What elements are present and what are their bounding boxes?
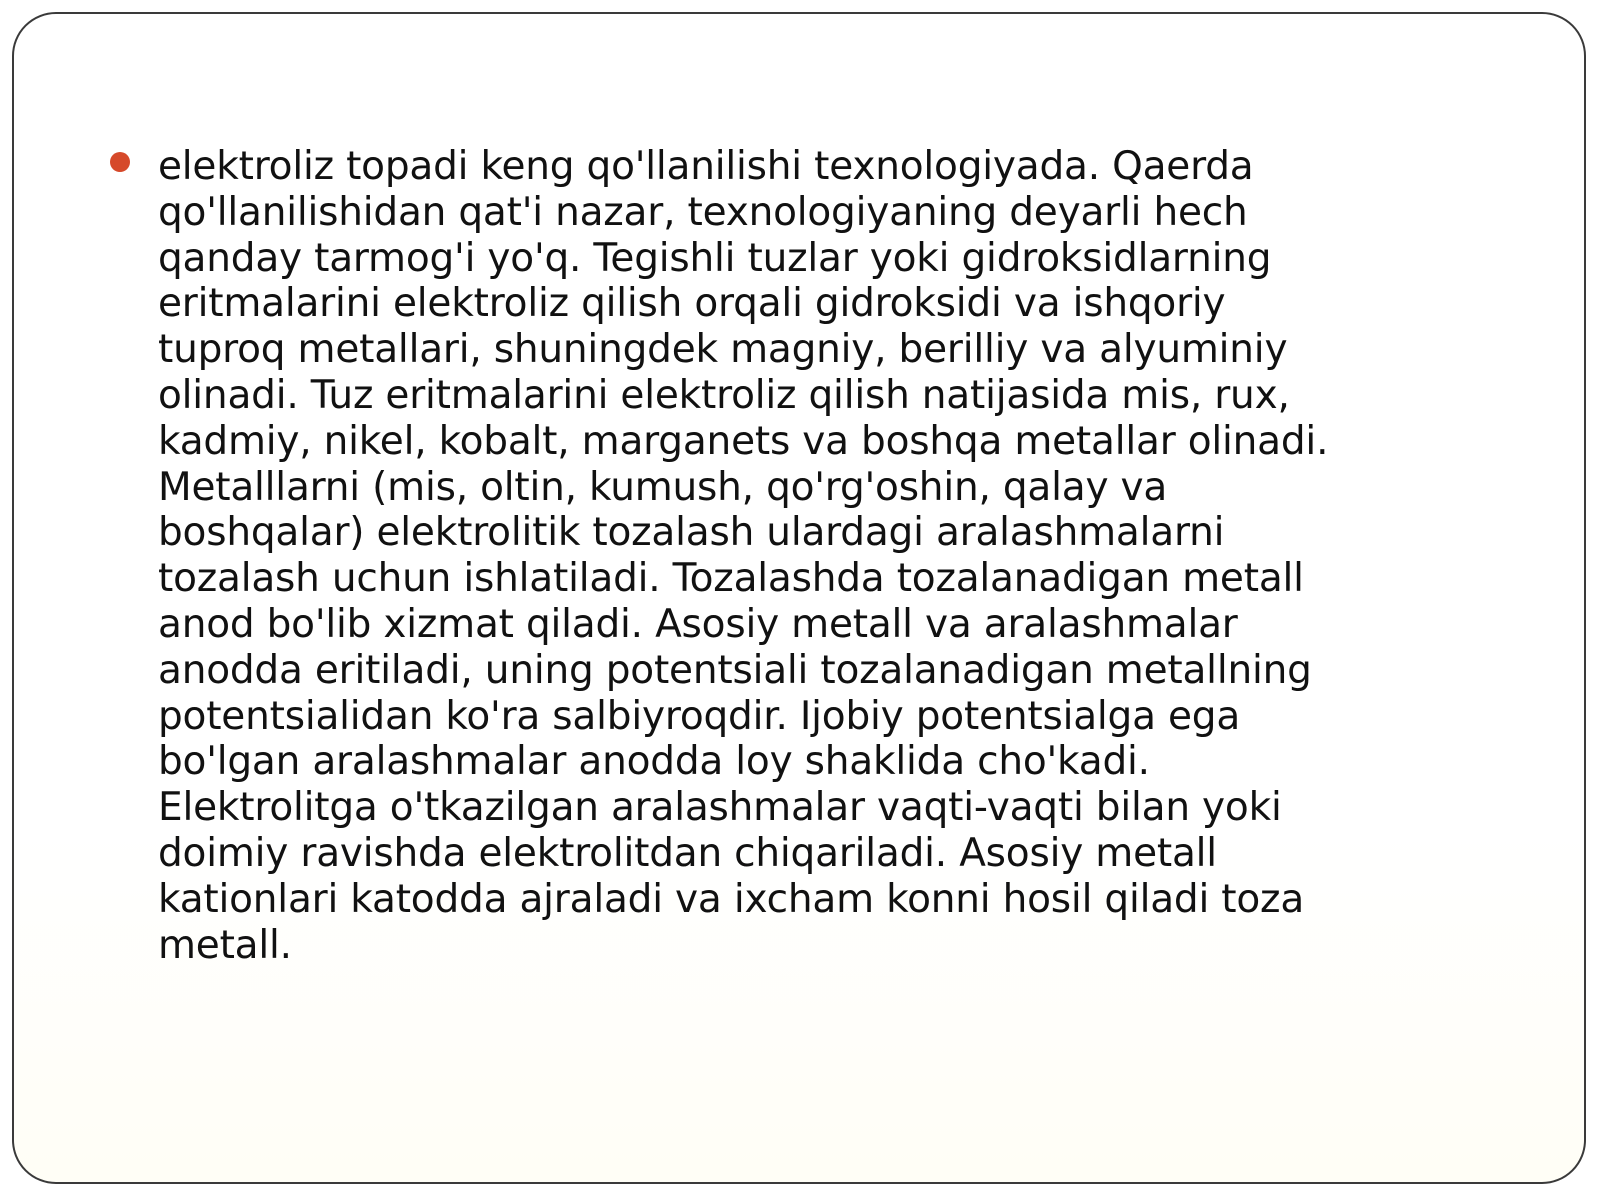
bullet-dot-icon xyxy=(110,152,130,172)
bullet-item xyxy=(110,144,1360,968)
slide-frame xyxy=(12,12,1586,1184)
bullet-text: elektroliz topadi keng qo'llanilishi texnologiyada. Qaerda qo'llanilishidan qat'i nazar, texnologiyaning deyarli hech qanday tarmog'i yo'q. Tegishli tuzlar yoki gidroksidlarning eritmalarini elektroliz qilish orqali gidroksidi va ishqoriy tuproq metallari, shuningdek magniy, berilliy va alyuminiy olinadi. Tuz eritmalarini elektroliz qilish natijasida mis, rux, kadmiy, nikel, kobalt, marganets va boshqa metallar olinadi. Metalllarni (mis, oltin, kumush, qo'rg'oshin, qalay va boshqalar) elektrolitik tozalash ulardagi aralashmalarni tozalash uchun ishlatiladi. Tozalashda tozalanadigan metall anod bo'lib xizmat qiladi. Asosiy metall va aralashmalar anodda eritiladi, uning potentsiali tozalanadigan metallning potentsialidan ko'ra salbiyroqdir. Ijobiy potentsialga ega bo'lgan aralashmalar anodda loy shaklida cho'kadi. Elektrolitga o'tkazilgan aralashmalar vaqti-vaqti bilan yoki doimiy ravishda elektrolitdan chiqariladi. Asosiy metall kationlari katodda ajraladi va ixcham konni hosil qiladi toza metall. xyxy=(158,144,1329,968)
